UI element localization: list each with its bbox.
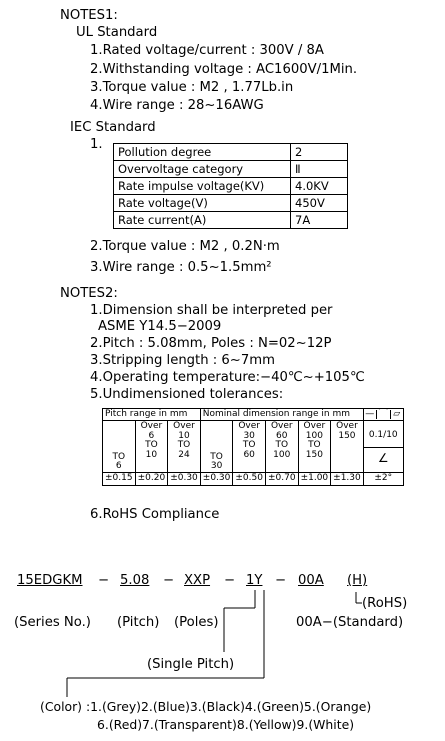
- table-cell: 7A: [291, 212, 348, 229]
- nominal-range-1: TO 30: [200, 421, 233, 473]
- notes2-item-1: 1.Dimension shall be interpreted per: [90, 303, 333, 318]
- notes2-item-4: 4.Operating temperature:−40℃~+105℃: [90, 370, 365, 385]
- nominal-tolerance-3: ±0.70: [265, 473, 298, 485]
- pn-separator: −: [98, 573, 110, 588]
- notes2-heading: NOTES2:: [60, 286, 118, 301]
- pn-separator: −: [275, 573, 287, 588]
- pn-standard: 00A: [298, 573, 324, 588]
- pitch-tolerance-3: ±0.30: [168, 473, 201, 485]
- pitch-tolerance-1: ±0.15: [103, 473, 136, 485]
- straightness-icon: —: [365, 409, 375, 419]
- single-pitch-label: (Single Pitch): [147, 657, 235, 672]
- ul-standard-title: UL Standard: [76, 25, 158, 40]
- pn-single-pitch: 1Y: [246, 573, 263, 588]
- pitch-tolerance-2: ±0.20: [135, 473, 168, 485]
- pn-separator: −: [224, 573, 236, 588]
- nominal-tolerance-4: ±1.00: [298, 473, 331, 485]
- notes2-item-3: 3.Stripping length : 6~7mm: [90, 353, 275, 368]
- notes2-item-5: 5.Undimensioned tolerances:: [90, 387, 284, 402]
- pn-poles: XXP: [184, 573, 211, 588]
- table-cell: Rate voltage(V): [114, 195, 291, 212]
- iec-standard-title: IEC Standard: [70, 120, 156, 135]
- standard-label: 00A−(Standard): [296, 615, 404, 630]
- pn-separator: −: [163, 573, 175, 588]
- angle-tolerance: ±2°: [363, 473, 403, 485]
- table-cell: 4.0KV: [291, 178, 348, 195]
- flatness-icon: ⏥: [390, 410, 403, 419]
- pn-rohs: (H): [347, 573, 368, 588]
- pitch-range-header: Pitch range in mm: [103, 409, 201, 421]
- rohs-compliance: 6.RoHS Compliance: [90, 507, 220, 522]
- pitch-range-2: Over 6 TO 10: [135, 421, 168, 473]
- table-cell: Overvoltage category: [114, 161, 291, 178]
- table-cell: Rate current(A): [114, 212, 291, 229]
- iec-item-number: 1.: [90, 137, 103, 152]
- nominal-range-3: Over 60 TO 100: [265, 421, 298, 473]
- nominal-range-5: Over 150: [331, 421, 364, 473]
- nominal-range-4: Over 100 TO 150: [298, 421, 331, 473]
- notes2-item-2: 2.Pitch : 5.08mm, Poles : N=02~12P: [90, 336, 332, 351]
- rohs-label: (RoHS): [362, 596, 408, 611]
- nominal-range-2: Over 30 TO 60: [233, 421, 266, 473]
- poles-label: (Poles): [174, 615, 219, 630]
- notes2-item-1-cont: ASME Y14.5−2009: [98, 319, 222, 334]
- profile-icon: ⌒: [376, 410, 390, 419]
- table-cell: Ⅱ: [291, 161, 348, 178]
- iec-item-2: 2.Torque value : M2 , 0.2N·m: [90, 239, 280, 254]
- series-label: (Series No.): [14, 615, 91, 630]
- table-cell: 2: [291, 144, 348, 161]
- nominal-tolerance-2: ±0.50: [233, 473, 266, 485]
- table-cell: Rate impulse voltage(KV): [114, 178, 291, 195]
- nominal-tolerance-1: ±0.30: [200, 473, 233, 485]
- ul-item-2: 2.Withstanding voltage : AC1600V/1Min.: [90, 62, 358, 77]
- nominal-tolerance-5: ±1.30: [331, 473, 364, 485]
- pn-pitch: 5.08: [120, 573, 150, 588]
- iec-item-3: 3.Wire range : 0.5~1.5mm²: [90, 260, 272, 275]
- symbol-tolerance-value: 0.1/10: [364, 425, 403, 447]
- notes1-heading: NOTES1:: [60, 8, 118, 23]
- table-cell: 450V: [291, 195, 348, 212]
- angle-icon: ∠: [377, 450, 389, 465]
- ul-item-1: 1.Rated voltage/current : 300V / 8A: [90, 43, 324, 58]
- pitch-label: (Pitch): [117, 615, 160, 630]
- ul-item-4: 4.Wire range : 28~16AWG: [90, 98, 264, 113]
- table-cell: Pollution degree: [114, 144, 291, 161]
- pitch-range-1: TO 6: [103, 421, 136, 473]
- pitch-range-3: Over 10 TO 24: [168, 421, 201, 473]
- color-options-line2: 6.(Red)7.(Transparent)8.(Yellow)9.(White): [97, 717, 355, 732]
- color-options-line1: (Color) :1.(Grey)2.(Blue)3.(Black)4.(Green)5.(Orange): [40, 699, 372, 714]
- pn-series: 15EDGKM: [17, 573, 83, 588]
- ul-item-3: 3.Torque value : M2 , 1.77Lb.in: [90, 80, 294, 95]
- nominal-range-header: Nominal dimension range in mm: [200, 409, 363, 421]
